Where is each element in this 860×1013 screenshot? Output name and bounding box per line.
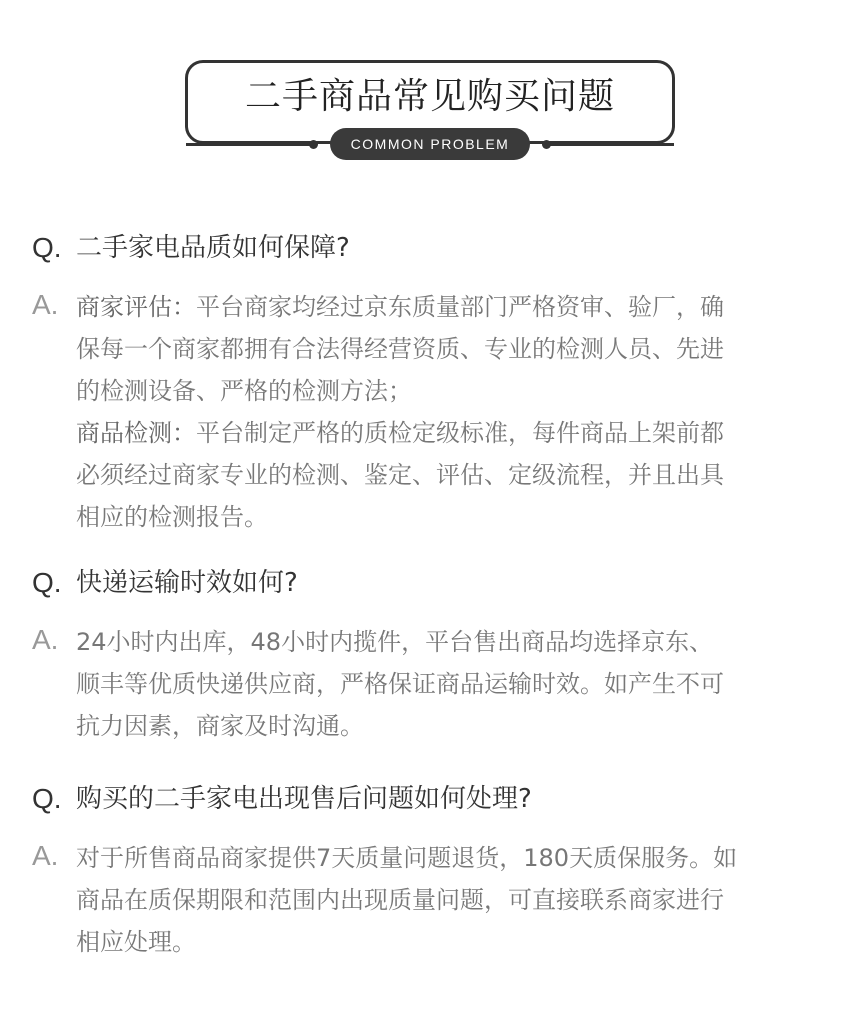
faq-item xyxy=(32,561,832,747)
answer-line xyxy=(76,454,821,496)
answer-marker: A. xyxy=(32,624,59,655)
faq-item xyxy=(32,226,832,538)
question-text: 二手家电品质如何保障? xyxy=(76,233,350,263)
answer-line-text: 必须经过商家专业的检测、鉴定、评估、定级流程，并且出具 xyxy=(76,461,724,489)
page-header xyxy=(0,0,860,170)
answer-line xyxy=(76,837,821,879)
question-text: 快递运输时效如何? xyxy=(76,568,298,598)
answer-line-text: 商品在质保期限和范围内出现质量问题，可直接联系商家进行 xyxy=(76,886,724,914)
answer-text xyxy=(76,621,821,747)
answer-line-text: 顺丰等优质快递供应商，严格保证商品运输时效。如产生不可 xyxy=(76,670,724,698)
answer-text xyxy=(76,837,821,963)
answer-label: 商品检测： xyxy=(76,419,196,447)
answer-line xyxy=(76,412,821,454)
question-row xyxy=(32,561,832,605)
header-dot-left xyxy=(309,140,318,149)
question-marker: Q. xyxy=(32,783,62,814)
answer-line-text: 对于所售商品商家提供7天质量问题退货，180天质保服务。如 xyxy=(76,844,738,872)
answer-line xyxy=(76,663,821,705)
answer-row xyxy=(32,837,832,963)
answer-text xyxy=(76,286,821,538)
question-marker: Q. xyxy=(32,232,62,263)
answer-marker: A. xyxy=(32,840,59,871)
answer-line-text: 24小时内出库，48小时内揽件，平台售出商品均选择京东、 xyxy=(76,628,714,656)
question-row xyxy=(32,777,832,821)
answer-line-text: 相应的检测报告。 xyxy=(76,503,268,531)
subtitle-badge: COMMON PROBLEM xyxy=(330,128,530,160)
question-text: 购买的二手家电出现售后问题如何处理? xyxy=(76,784,532,814)
answer-line xyxy=(76,370,821,412)
answer-line-text: 平台制定严格的质检定级标准，每件商品上架前都 xyxy=(196,419,724,447)
answer-line xyxy=(76,496,821,538)
answer-line-text: 平台商家均经过京东质量部门严格资审、验厂，确 xyxy=(196,293,724,321)
answer-line xyxy=(76,879,821,921)
answer-marker: A. xyxy=(32,289,59,320)
question-row xyxy=(32,226,832,270)
answer-line xyxy=(76,621,821,663)
header-divider-right xyxy=(546,143,674,146)
answer-line xyxy=(76,921,821,963)
header-divider-left xyxy=(186,143,314,146)
page-title: 二手商品常见购买问题 xyxy=(244,76,615,117)
answer-label: 商家评估： xyxy=(76,293,196,321)
answer-row xyxy=(32,621,832,747)
answer-line-text: 的检测设备、严格的检测方法； xyxy=(76,377,412,405)
answer-line-text: 保每一个商家都拥有合法得经营资质、专业的检测人员、先进 xyxy=(76,335,724,363)
answer-line-text: 抗力因素，商家及时沟通。 xyxy=(76,712,364,740)
answer-line-text: 相应处理。 xyxy=(76,928,196,956)
answer-line xyxy=(76,286,821,328)
answer-row xyxy=(32,286,832,538)
answer-line xyxy=(76,705,821,747)
faq-item xyxy=(32,777,832,963)
header-dot-right xyxy=(542,140,551,149)
answer-line xyxy=(76,328,821,370)
question-marker: Q. xyxy=(32,567,62,598)
